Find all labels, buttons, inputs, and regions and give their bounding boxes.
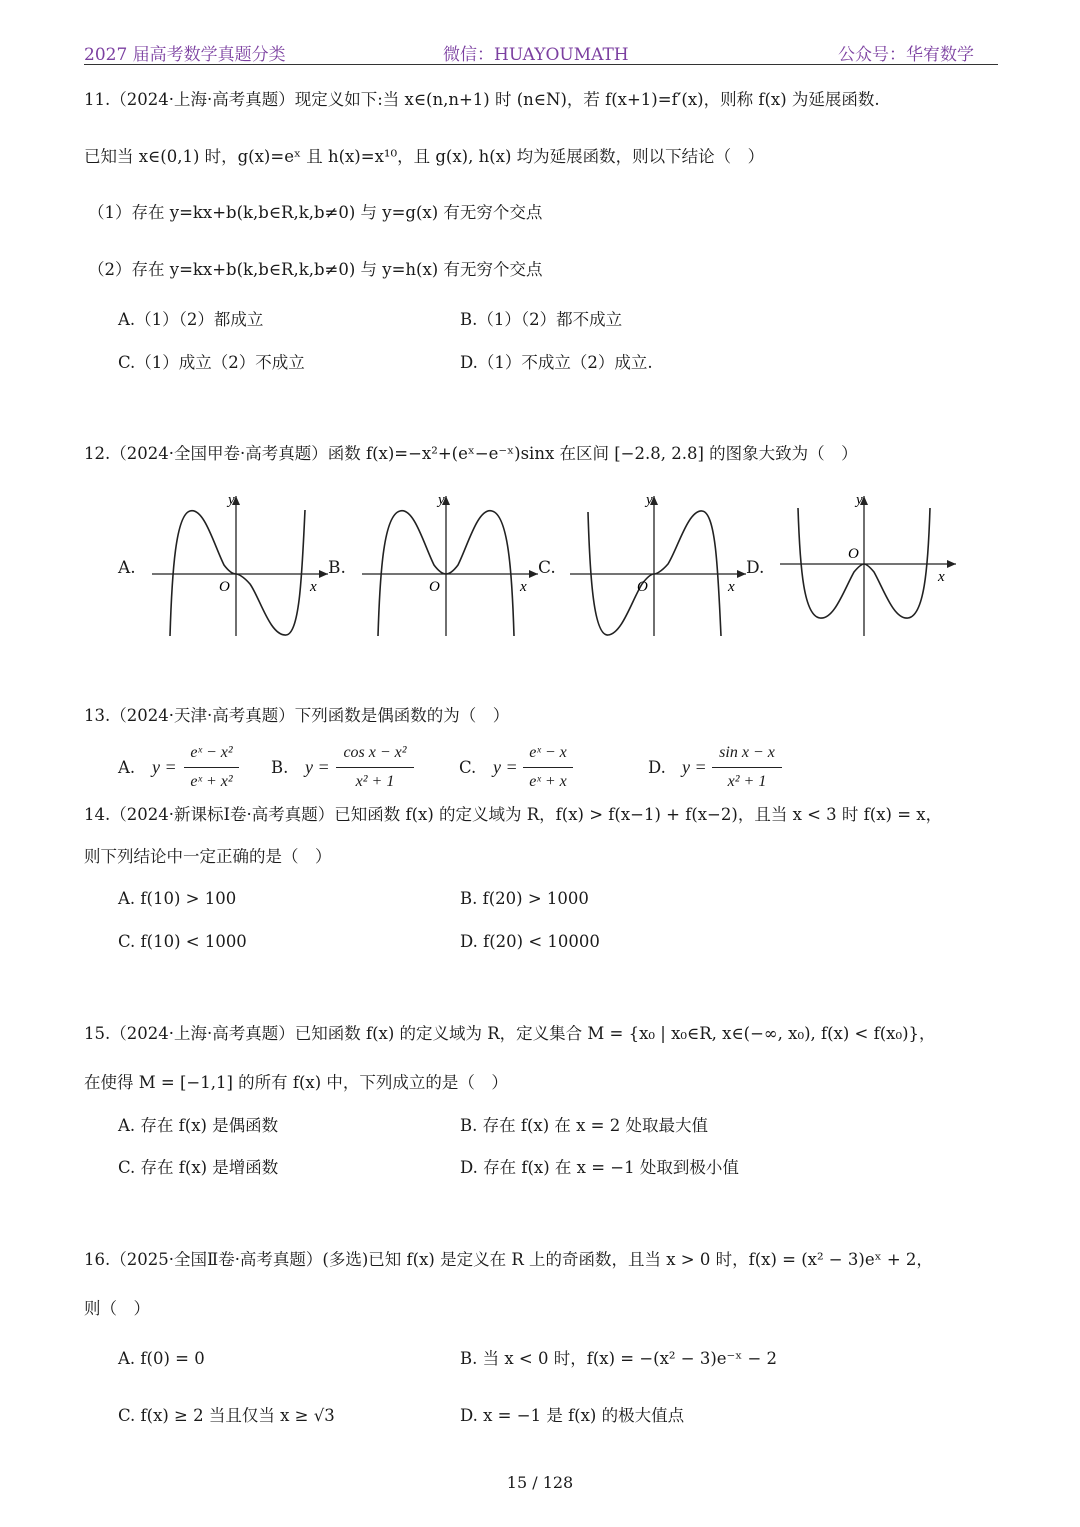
q14-option-c[interactable]: C. f(10) < 1000 [118,932,247,951]
header-official-account: 公众号：华宥数学 [838,45,974,65]
q13-option-a-numerator: eˣ − x² [190,744,233,761]
q15-option-d[interactable]: D. 存在 f(x) 在 x = −1 处取到极小值 [460,1158,739,1177]
q13-option-c-label: C. [459,758,477,777]
y-axis-label: y [228,492,235,508]
q13-option-c-fraction-bar [523,767,573,768]
q13-option-d-fraction-bar [712,767,782,768]
origin-label: O [848,546,859,562]
q12-graph-a[interactable] [148,490,334,640]
function-curve [170,510,305,636]
q16-option-d[interactable]: D. x = −1 是 f(x) 的极大值点 [460,1406,685,1425]
x-axis-label: x [938,569,945,585]
q11-option-a[interactable]: A.（1）（2）都成立 [118,310,264,329]
y-axis-label: y [856,492,863,508]
q14-option-a[interactable]: A. f(10) > 100 [118,889,237,908]
q15-option-b[interactable]: B. 存在 f(x) 在 x = 2 处取最大值 [460,1116,708,1135]
q15-stem-line1: 15.（2024·上海·高考真题）已知函数 f(x) 的定义域为 R，定义集合 M = {x₀ | x₀∈R, x∈(−∞, x₀), f(x) < f(x₀)}， [84,1024,936,1043]
q13-option-c-lhs: y = [493,757,518,777]
x-axis-label: x [520,579,527,595]
q14-stem-line1: 14.（2024·新课标Ⅰ卷·高考真题）已知函数 f(x) 的定义域为 R，f(x) > f(x−1) + f(x−2)，且当 x < 3 时 f(x) = x， [84,805,943,824]
q14-option-b[interactable]: B. f(20) > 1000 [460,889,589,908]
q16-stem-line2: 则（ ） [84,1299,150,1318]
q11-stem-line2: 已知当 x∈(0,1) 时，g(x)=eˣ 且 h(x)=x¹⁰，且 g(x), h(x) 均为延展函数，则以下结论（ ） [84,147,765,166]
q11-option-b[interactable]: B.（1）（2）都不成立 [460,310,623,329]
header-wechat: 微信：HUAYOUMATH [443,45,629,65]
q11-option-d[interactable]: D.（1）不成立（2）成立. [460,353,653,372]
q13-option-b-denominator: x² + 1 [355,773,395,790]
x-axis-arrow-icon [947,560,956,568]
q12-graph-d-label[interactable]: D. [746,558,765,578]
origin-label: O [219,579,230,595]
q13-option-c-denominator: eˣ + x [529,773,567,790]
q15-option-c[interactable]: C. 存在 f(x) 是增函数 [118,1158,279,1177]
x-axis-label: x [728,579,735,595]
page-number: 15 / 128 [506,1473,574,1492]
q12-graph-a-label[interactable]: A. [118,558,136,578]
q11-stem-line1: 11.（2024·上海·高考真题）现定义如下:当 x∈(n,n+1) 时 (n∈N)，若 f(x+1)=f′(x)，则称 f(x) 为延展函数. [84,90,880,109]
q11-statement-2: （2）存在 y=kx+b(k,b∈R,k,b≠0) 与 y=h(x) 有无穷个交点 [88,260,543,279]
x-axis-arrow-icon [737,570,746,578]
q16-option-c[interactable]: C. f(x) ≥ 2 当且仅当 x ≥ √3 [118,1406,335,1425]
q12-graph-b-label[interactable]: B. [328,558,346,578]
x-axis-arrow-icon [319,570,328,578]
q13-stem: 13.（2024·天津·高考真题）下列函数是偶函数的为（ ） [84,706,510,725]
y-axis-label: y [438,492,445,508]
q13-option-a-label: A. [118,758,136,777]
q13-option-b-label: B. [271,758,289,777]
q13-option-a-denominator: eˣ + x² [190,773,233,790]
origin-label: O [637,579,648,595]
q13-option-d-numerator: sin x − x [719,744,775,761]
q12-graph-c-label[interactable]: C. [538,558,556,578]
q13-option-b-lhs: y = [305,757,330,777]
q16-option-b[interactable]: B. 当 x < 0 时，f(x) = −(x² − 3)e⁻ˣ − 2 [460,1349,778,1368]
q12-graph-c[interactable] [566,490,752,640]
q15-option-a[interactable]: A. 存在 f(x) 是偶函数 [118,1116,279,1135]
q15-stem-line2: 在使得 M = [−1,1] 的所有 f(x) 中，下列成立的是（ ） [84,1073,508,1092]
q13-option-b-numerator: cos x − x² [343,744,407,761]
y-axis-label: y [646,492,653,508]
q13-option-c-numerator: eˣ − x [529,744,567,761]
q12-graph-b[interactable] [358,490,544,640]
q13-option-a-fraction-bar [184,767,239,768]
x-axis-label: x [310,579,317,595]
q13-option-d-label: D. [648,758,666,777]
header-divider [84,64,998,65]
q13-option-d-denominator: x² + 1 [727,773,767,790]
q13-option-a-lhs: y = [152,757,177,777]
q12-graph-d[interactable] [776,490,962,640]
x-axis-arrow-icon [529,570,538,578]
q16-stem-line1: 16.（2025·全国Ⅱ卷·高考真题）(多选)已知 f(x) 是定义在 R 上的奇函数，且当 x > 0 时，f(x) = (x² − 3)eˣ + 2， [84,1250,933,1269]
header-left-title: 2027 届高考数学真题分类 [84,45,286,65]
q13-option-b-fraction-bar [336,767,414,768]
q11-option-c[interactable]: C.（1）成立（2）不成立 [118,353,305,372]
q11-statement-1: （1）存在 y=kx+b(k,b∈R,k,b≠0) 与 y=g(x) 有无穷个交点 [88,203,543,222]
origin-label: O [429,579,440,595]
q12-stem: 12.（2024·全国甲卷·高考真题）函数 f(x)=−x²+(eˣ−e⁻ˣ)sinx 在区间 [−2.8, 2.8] 的图象大致为（ ） [84,444,858,463]
q13-option-d-lhs: y = [682,757,707,777]
q16-option-a[interactable]: A. f(0) = 0 [118,1349,205,1368]
q14-option-d[interactable]: D. f(20) < 10000 [460,932,600,951]
q14-stem-line2: 则下列结论中一定正确的是（ ） [84,847,332,866]
